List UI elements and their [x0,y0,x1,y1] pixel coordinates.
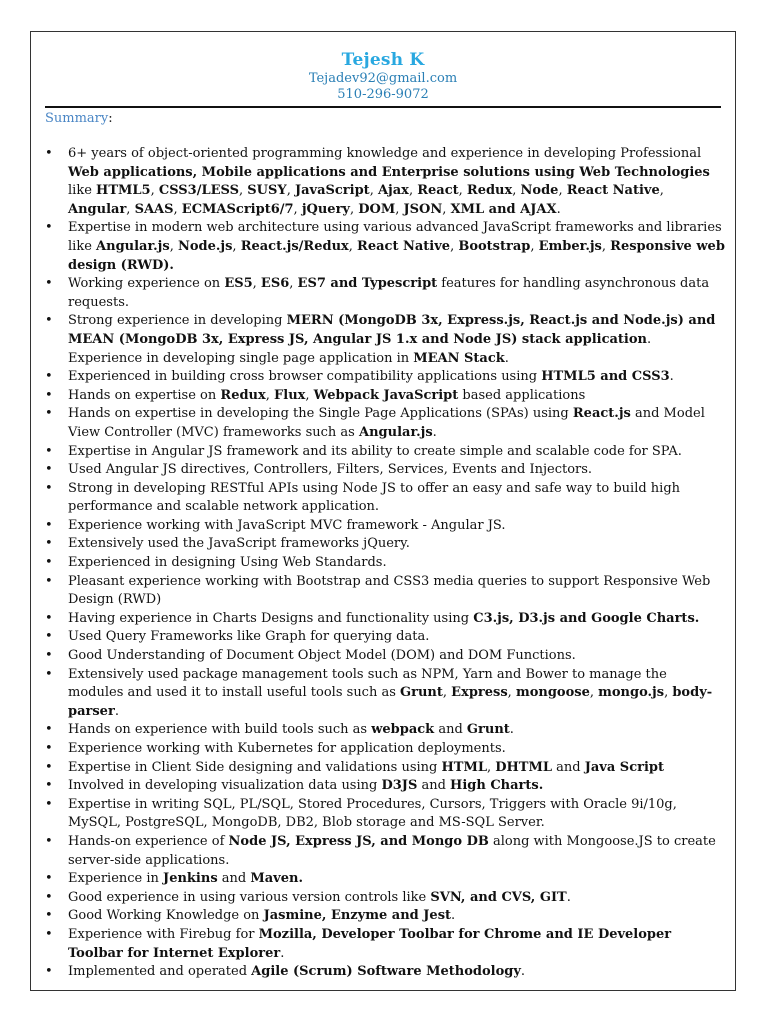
bullet-point-icon: • [45,759,53,775]
bullet-text: 6+ years of object-oriented programming knowledge and experience in developing Professional [68,146,702,161]
bullet-point-icon: • [45,778,53,794]
bullet-text: Experience in [68,871,164,887]
bullet-text-bold: SUSY [247,183,287,199]
bullet-text: Extensively used the JavaScript frameworks jQuery. [68,536,410,552]
bullet-point-icon: • [45,722,53,738]
summary-bullet-item [45,870,725,889]
bullet-text-bold: ES6 [260,276,290,292]
bullet-text-bold: CSS3/LESS [158,183,240,199]
summary-bullet-item [45,740,725,759]
bullet-text: . [566,889,571,905]
bullet-point-icon: • [45,146,53,161]
bullet-text-bold: ES5 [224,276,253,292]
bullet-text: Expertise in modern web architecture using various advanced JavaScript frameworks and libraries like [68,220,722,254]
bullet-text: , [408,183,418,199]
bullet-text: . [509,722,514,738]
bullet-text: Experienced in building cross browser compatibility applications using [68,369,542,385]
bullet-text: Involved in developing visualization data using [68,778,382,794]
bullet-text: , [512,183,521,199]
summary-bullet-item [45,387,725,406]
resume-header [31,32,735,103]
summary-bullet-item [45,517,725,536]
bullet-text-bold: Webpack JavaScript [313,387,459,403]
bullet-text: and [417,778,451,794]
bullet-text-bold: HTML [441,759,487,775]
bullet-point-icon: • [45,220,53,236]
bullet-point-icon: • [45,666,53,682]
bullet-point-icon: • [45,926,53,942]
bullet-text-bold: jQuery [301,201,350,217]
bullet-text: , [664,685,673,701]
summary-bullet-item [45,535,725,554]
summary-label: Summary [45,111,109,126]
summary-bullet-item [45,777,725,796]
summary-colon: : [108,111,113,126]
bullet-text-bold: D3JS [381,778,418,794]
bullet-text: . [520,964,526,980]
summary-bullet-item [45,219,725,275]
bullet-text: Implemented and operated [68,964,252,980]
bullet-text: Used Query Frameworks like Graph for querying data. [68,629,430,645]
summary-bullet-item [45,889,725,908]
bullet-text: Experience working with JavaScript MVC framework - Angular JS. [68,517,506,533]
summary-bullet-item [45,275,725,312]
bullet-text-bold: Express [451,685,508,701]
bullet-text-bold: Maven. [250,871,303,887]
summary-bullet-item [45,907,725,926]
bullet-text-bold: mongo.js [598,685,665,701]
bullet-text: and [217,871,251,887]
bullet-point-icon: • [45,555,53,571]
bullet-text-bold: SVN, and CVS, GIT [430,889,567,905]
summary-bullet-item [45,405,725,442]
bullet-text: , [659,183,664,199]
bullet-text: , [442,685,452,701]
bullet-text-bold: DHTML [495,759,553,775]
bullet-text-bold: Angular.js [96,238,170,254]
bullet-point-icon: • [45,313,53,329]
resume-page [30,31,736,991]
summary-list [31,145,735,982]
bullet-text-bold: Bootstrap [458,238,531,254]
bullet-text-bold: Mozilla, Developer Toolbar for Chrome and IE Developer Toolbar for Internet Explorer [68,926,672,961]
bullet-text-bold: React.js [572,406,631,422]
bullet-text-bold: JavaScript [294,183,370,199]
bullet-text: like [68,183,97,199]
bullet-point-icon: • [45,908,53,924]
bullet-text: Hands on expertise in developing the Single Page Applications (SPAs) using [68,406,573,422]
bullet-text: , [232,238,241,254]
summary-bullet-item [45,610,725,629]
bullet-text-bold: Redux [466,183,513,199]
bullet-text-bold: HTML5 [96,183,151,199]
bullet-text: Expertise in writing SQL, PL/SQL, Stored Procedures, Cursors, Triggers with Oracle 9i/10g, MySQL, PostgreSQL, MongoDB, DB2, Blob storage and MS-SQL Server. [68,796,677,831]
bullet-text-bold: C3.js, D3.js and Google Charts. [473,610,700,626]
bullet-text: Experience working with Kubernetes for application deployments. [68,741,506,756]
bullet-text: , [369,183,378,199]
bullet-point-icon: • [45,443,53,459]
bullet-text: , [252,276,261,292]
bullet-text: Extensively used package management tools such as NPM, Yarn and Bower to manage the modules and used it to install useful tools such as [68,666,667,701]
bullet-point-icon: • [45,369,53,385]
bullet-text: . Experience in developing single page application in [68,331,652,366]
bullet-text-bold: Jenkins [163,871,218,887]
bullet-point-icon: • [45,536,53,552]
bullet-text-bold: ECMAScript6/7 [181,201,294,217]
bullet-text-bold: Redux [220,387,266,403]
bullet-point-icon: • [45,796,53,812]
bullet-point-icon: • [45,833,53,849]
bullet-text: Experience with Firebug for [68,926,259,942]
summary-bullet-item [45,647,725,666]
summary-bullet-item [45,833,725,870]
bullet-text-bold: MEAN Stack [413,350,505,366]
bullet-text: , [265,387,275,403]
summary-bullet-item [45,554,725,573]
bullet-text: based applications [458,387,586,403]
bullet-text-bold: High Charts. [450,778,544,794]
bullet-text: , [458,183,467,199]
bullet-text: Used Angular JS directives, Controllers, Filters, Services, Events and Injectors. [68,462,593,478]
bullet-text-bold: Angular.js [359,424,433,440]
bullet-text: , [530,238,539,254]
bullet-text: . [114,703,119,719]
bullet-text-bold: React Native [357,238,451,254]
summary-bullet-item [45,480,725,517]
bullet-text-bold: mongoose [515,685,590,701]
bullet-text-bold: XML and AJAX [450,201,557,217]
bullet-text: along with Mongoose.JS to create server-side applications. [68,833,716,868]
bullet-text: . [280,945,285,961]
bullet-text-bold: Grunt [400,685,443,701]
bullet-point-icon: • [45,629,53,645]
bullet-text: , [305,387,314,403]
bullet-text: . [669,369,674,385]
bullet-text: Pleasant experience working with Bootstrap and CSS3 media queries to support Responsive Web Design (RWD) [68,573,711,608]
candidate-name: Tejesh K [341,50,425,70]
bullet-text-bold: Java Script [584,759,664,775]
bullet-text: Hands-on experience of [68,833,229,849]
bullet-text: Good Working Knowledge on [68,908,264,924]
bullet-text-bold: Node [520,183,559,199]
bullet-text-bold: ES7 and Typescript [297,276,438,292]
header-divider [45,106,721,108]
summary-bullet-item [45,461,725,480]
bullet-text: , [442,201,451,217]
bullet-text-bold: Node.js [177,238,233,254]
bullet-text: , [289,276,298,292]
bullet-text: , [450,238,459,254]
summary-bullet-item [45,759,725,778]
bullet-point-icon: • [45,462,53,478]
bullet-text: , [126,201,135,217]
email-address[interactable]: Tejadev92@gmail.com [308,71,458,86]
summary-bullet-item [45,721,725,740]
bullet-text-bold: React Native [566,183,660,199]
bullet-text: Expertise in Angular JS framework and its ability to create simple and scalable code for SPA. [68,443,682,459]
bullet-point-icon: • [45,889,53,905]
phone-number: 510-296-9072 [337,87,429,102]
summary-heading [45,110,735,127]
bullet-point-icon: • [45,276,53,292]
bullet-text: Having experience in Charts Designs and functionality using [68,610,474,626]
bullet-text: , [173,201,182,217]
bullet-text: Experienced in designing Using Web Standards. [68,555,387,571]
bullet-text: Expertise in Client Side designing and validations using [68,759,442,775]
bullet-point-icon: • [45,517,53,533]
bullet-text: , [507,685,516,701]
bullet-text: . [504,350,509,366]
bullet-point-icon: • [45,648,53,664]
bullet-text: , [150,183,159,199]
bullet-text-bold: Ember.js [538,238,602,254]
bullet-text: Hands on expertise on [68,387,221,403]
bullet-text-bold: HTML5 and CSS3 [541,369,670,385]
bullet-text-bold: Node JS, Express JS, and Mongo DB [228,833,489,849]
bullet-text: , [348,238,358,254]
summary-bullet-item [45,145,725,219]
bullet-text-bold: Web applications, Mobile applications and Enterprise solutions using Web Technologies [68,164,710,180]
bullet-point-icon: • [45,741,53,756]
bullet-text-bold: React.js/Redux [240,238,349,254]
bullet-text-bold: Grunt [466,722,510,738]
summary-bullet-item [45,312,725,368]
summary-bullet-item [45,963,725,982]
bullet-text-bold: body-parser [68,685,713,719]
summary-bullet-item [45,573,725,610]
bullet-point-icon: • [45,871,53,887]
bullet-point-icon: • [45,480,53,496]
bullet-point-icon: • [45,406,53,422]
bullet-text-bold: SAAS [134,201,174,217]
bullet-text-bold: Responsive web design (RWD). [68,238,725,273]
summary-bullet-item [45,666,725,722]
summary-bullet-item [45,628,725,647]
bullet-text-bold: Angular [68,201,127,217]
bullet-point-icon: • [45,573,53,589]
bullet-text: , [589,685,599,701]
bullet-text: , [286,183,295,199]
bullet-text: , [349,201,359,217]
bullet-text: , [395,201,404,217]
bullet-text: . [451,908,456,924]
bullet-text: , [293,201,302,217]
bullet-text-bold: Ajax [377,183,409,199]
bullet-text: , [486,759,496,775]
bullet-text: and [552,759,585,775]
bullet-text: and [434,722,467,738]
bullet-text-bold: JSON [403,201,443,217]
summary-bullet-item [45,368,725,387]
bullet-text-bold: DOM [358,201,396,217]
bullet-point-icon: • [45,610,53,626]
bullet-text-bold: Jasmine, Enzyme and Jest [263,908,452,924]
bullet-text: features for handling asynchronous data requests. [68,276,710,310]
bullet-text: , [169,238,178,254]
bullet-text: Good experience in using various version controls like [68,889,431,905]
bullet-text-bold: webpack [371,722,435,738]
bullet-point-icon: • [45,387,53,403]
bullet-text: , [601,238,611,254]
bullet-text: . [432,424,437,440]
bullet-text: Working experience on [68,276,225,292]
bullet-text: and Model View Controller (MVC) frameworks such as [68,406,705,440]
bullet-text: , [558,183,567,199]
bullet-text-bold: MERN (MongoDB 3x, Express.js, React.js and Node.js) and MEAN (MongoDB 3x, Express JS, Angular JS 1.x and Node JS) stack application [68,313,716,347]
summary-bullet-item [45,796,725,833]
summary-bullet-item [45,926,725,963]
bullet-text: Strong experience in developing [68,313,287,329]
bullet-text: Strong in developing RESTful APIs using Node JS to offer an easy and safe way to build high performance and scalable network application. [68,480,681,515]
bullet-text: Good Understanding of Document Object Model (DOM) and DOM Functions. [68,648,576,664]
bullet-text-bold: Agile (Scrum) Software Methodology [251,964,521,980]
bullet-text: . [556,201,561,217]
bullet-text-bold: Flux [274,387,306,403]
bullet-text-bold: React [417,183,459,199]
bullet-point-icon: • [45,964,53,980]
bullet-text: , [239,183,248,199]
summary-bullet-item [45,443,725,462]
bullet-text: Hands on experience with build tools such as [68,722,372,738]
